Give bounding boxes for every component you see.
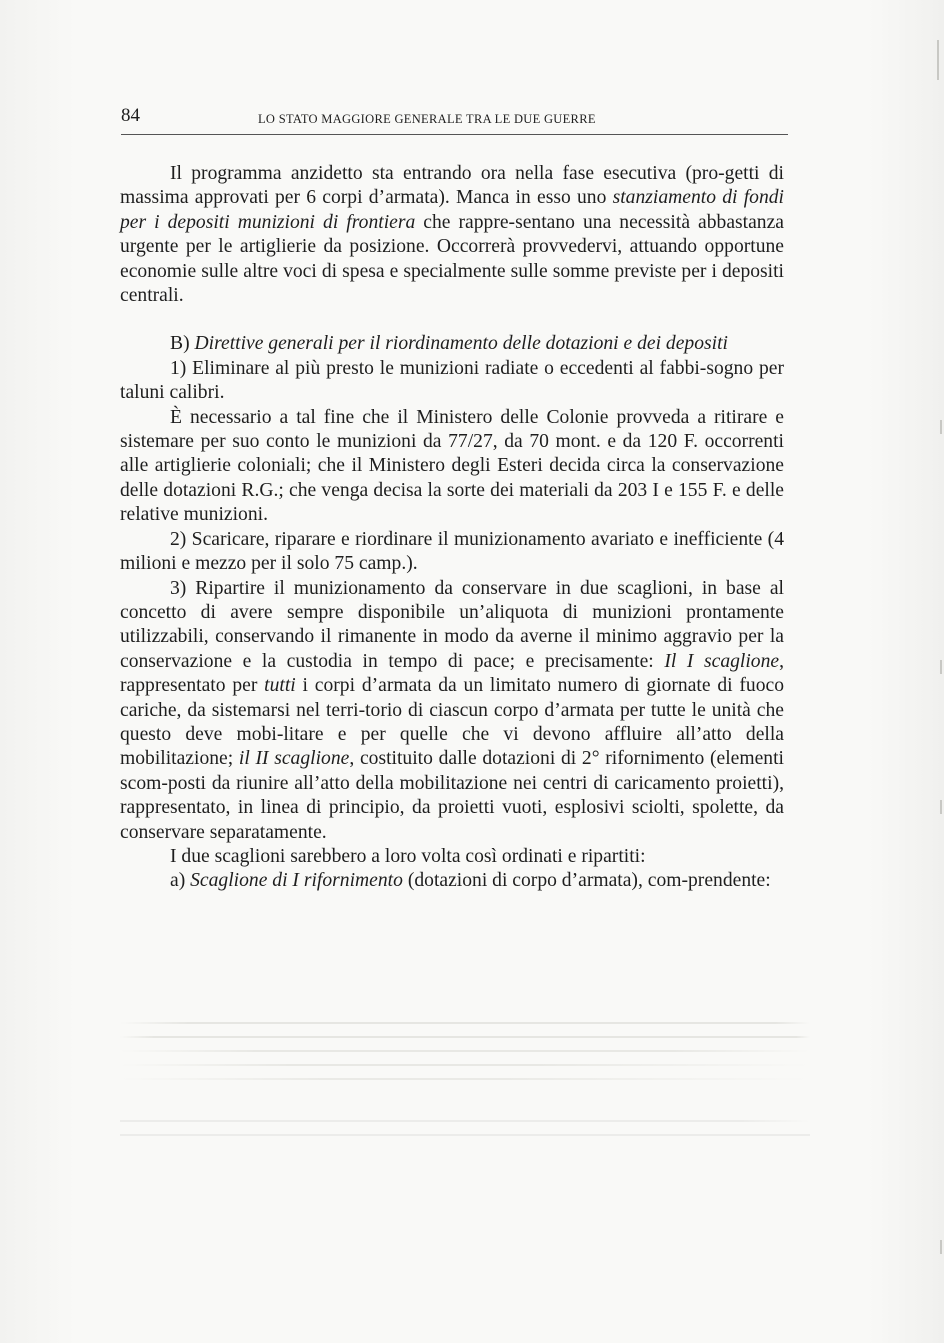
paragraph: I due scaglioni sarebbero a loro volta così ordinati e ripartiti: [170,845,646,867]
page-header [121,104,788,135]
paragraph: 2) Scaricare, riparare e riordinare il munizionamento avariato e inefficiente (4 milioni e mezzo per il solo 75 camp.). [120,528,784,575]
paragraph: 1) Eliminare al più presto le munizioni radiate o eccedenti al fabbi-sogno per taluni calibri. [120,357,784,404]
scan-edge-mark [940,660,942,674]
page-number: 84 [121,105,140,126]
show-through-text [120,1010,810,1148]
scan-edge-mark [940,420,942,434]
running-head: LO STATO MAGGIORE GENERALE TRA LE DUE GUERRE [258,112,596,126]
body-text [120,162,784,894]
scan-edge-mark [937,40,939,80]
paragraph: a) Scaglione di I rifornimento (dotazioni di corpo d’armata), com-prendente: [170,870,771,892]
section-heading: B) Direttive generali per il riordinamento delle dotazioni e dei depositi [170,333,728,355]
paragraph: 3) Ripartire il munizionamento da conservare in due scaglioni, in base al concetto di avere sempre disponibile un’aliquota di munizioni prontamente utilizzabili, conservando il rimanente in modo da averne il minimo aggravio per la conservazione e la custodia in tempo di pace; e precisamente: Il I scaglione, rappresentato per tutti i corpi d’armata da un limitato numero di giornate di fuoco cariche, da sistemarsi nel terri-torio di ciascun corpo d’armata per tutte le unità che questo deve mobi-litare e per quelle che vi devono affluire all’atto della mobilitazione; il II scaglione, costituito dalle dotazioni di 2° rifornimento (elementi scom-posti da riunire all’atto della mobilitazione nei centri di caricamento proietti), rappresentato, in linea di principio, da proietti vuoti, esplosivi sciolti, spolette, da conservare separatamente. [120,577,784,843]
paragraph: Il programma anzidetto sta entrando ora nella fase esecutiva (pro-getti di massima approvati per 6 corpi d’armata). Manca in esso uno stanziamento di fondi per i depositi munizioni di frontiera che rappre-sentano una necessità abbastanza urgente per le artiglierie da posizione. Occorrerà provvedervi, attuando opportune economie sulle altre voci di spesa e specialmente sulle somme previste per i depositi centrali. [120,163,784,307]
scan-edge-mark [940,800,942,814]
paragraph: È necessario a tal fine che il Ministero delle Colonie provveda a ritirare e sistemare per suo conto le munizioni da 77/27, da 70 mont. e da 120 F. occorrenti alle artiglierie coloniali; che il Ministero degli Esteri decida circa la conservazione delle dotazioni R.G.; che venga decisa la sorte dei materiali da 203 I e 155 F. e delle relative munizioni. [120,406,784,526]
scan-edge-mark [940,1240,942,1254]
